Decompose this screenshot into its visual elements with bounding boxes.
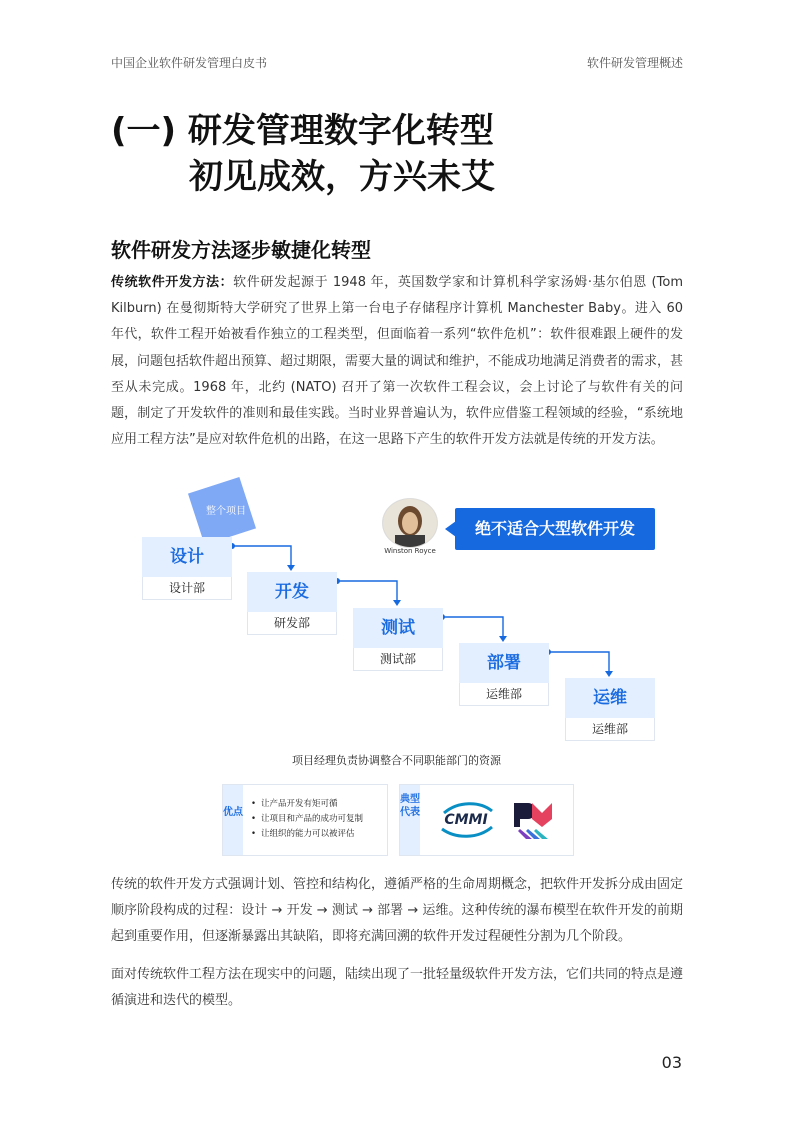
cmmi-logo [434,801,498,839]
representatives-card [399,784,574,856]
page-number: 03 [661,1053,682,1072]
representatives-label [400,785,420,855]
stage-design [142,537,232,600]
advantages-label [223,785,243,855]
advantages-card [222,784,388,856]
paragraph-lightweight: 面对传统软件工程方法在现实中的问题，陆续出现了一批轻量级软件开发方法，它们共同的特点是遵循演进和迭代的模型。 [111,967,684,1009]
figure-caption: 项目经理负责协调整合不同职能部门的资源 [292,754,501,767]
advantages-label-text: 优点 [223,807,243,818]
pmi-logo [512,801,552,839]
list-item: • 让组织的能力可以被评估 [251,827,363,842]
list-item: • 让项目和产品的成功可复制 [251,812,363,827]
stage-name: 运维 [565,678,655,718]
callout-banner: 绝不适合大型软件开发 [455,508,655,550]
cmmi-logo-text: CMMI [444,812,488,828]
representatives-label-text: 典型代表 [400,794,420,818]
stage-deploy [459,643,549,706]
running-header-left: 中国企业软件研发管理白皮书 [111,56,268,70]
advantages-list [251,797,363,842]
portrait-caption: Winston Royce [384,547,436,555]
winston-royce-portrait [382,498,438,548]
stage-name: 部署 [459,643,549,683]
chapter-title-line2: 初见成效，方兴未艾 [189,157,495,197]
stage-operations [565,678,655,741]
running-header-right: 软件研发管理概述 [586,56,683,70]
stage-dept: 运维部 [459,683,549,706]
stage-develop [247,572,337,635]
list-item: • 让产品开发有矩可循 [251,797,363,812]
paragraph-body: 软件研发起源于 1948 年，英国数学家和计算机科学家汤姆·基尔伯恩 (Tom Kilburn) 在曼彻斯特大学研究了世界上第一台电子存储程序计算机 Manchester Baby。进入 60 年代，软件工程开始被看作独立的工程类型，但面临着一系列“软件危机”：软件很难跟上硬件的发展，问题包括软件超出预算、超过期限，需要大量的调试和维护，不能成功地满足消费者的需求，甚至从未完成。1968 年，北约 (NATO) 召开了第一次软件工程会议，会上讨论了与软件有关的问题，制定了开发软件的准则和最佳实践。当时业界普遍认为，软件应借鉴工程领域的经验，“系统地应用工程方法”是应对软件危机的出路，在这一思路下产生的软件开发方法就是传统的开发方法。 [111,275,684,448]
paragraph-waterfall: 传统的软件开发方式强调计划、管控和结构化，遵循严格的生命周期概念，把软件开发拆分成由固定顺序阶段构成的过程：设计 → 开发 → 测试 → 部署 → 运维。这种传统的瀑布模型在软件开发的前期起到重要作用，但逐渐暴露出其缺陷，即将充满回溯的软件开发过程硬性分割为几个阶段。 [111,877,684,945]
stage-dept: 测试部 [353,648,443,671]
chapter-title-line1: (一) 研发管理数字化转型 [111,111,494,151]
stage-test [353,608,443,671]
stage-name: 设计 [142,537,232,577]
stage-name: 测试 [353,608,443,648]
paragraph-lead: 传统软件开发方法： [111,275,234,290]
stage-dept: 研发部 [247,612,337,635]
stage-name: 开发 [247,572,337,612]
stage-dept: 运维部 [565,718,655,741]
stage-dept: 设计部 [142,577,232,600]
project-tag-label: 整个项目 [206,506,246,517]
section-heading: 软件研发方法逐步敏捷化转型 [111,238,371,262]
